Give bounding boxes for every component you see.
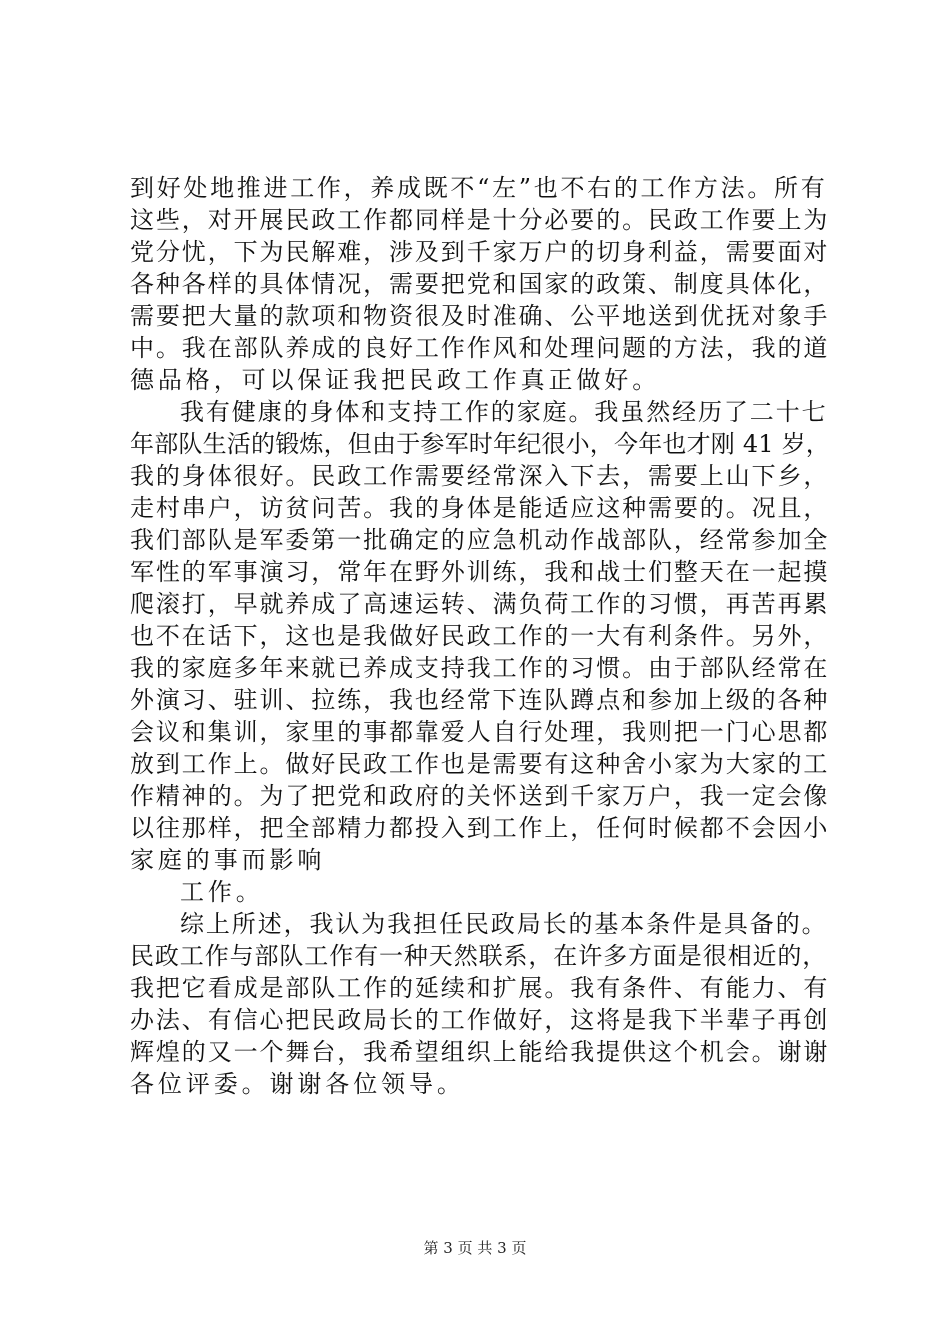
text-line: 以往那样，把全部精力都投入到工作上，任何时候都不会因小 [130,814,830,842]
body-text [130,172,830,1100]
text-line: 年部队生活的锻炼，但由于参军时年纪很小，今年也才刚 41 岁， [130,430,830,458]
text-line: 我把它看成是部队工作的延续和扩展。我有条件、有能力、有 [130,974,830,1002]
text-line: 我的身体很好。民政工作需要经常深入下去，需要上山下乡， [130,462,830,490]
paragraph-start-line: 我有健康的身体和支持工作的家庭。我虽然经历了二十七 [180,398,828,426]
text-line: 我的家庭多年来就已养成支持我工作的习惯。由于部队经常在 [130,654,830,682]
text-line: 爬滚打，早就养成了高速运转、满负荷工作的习惯，再苦再累 [130,590,830,618]
text-line: 民政工作与部队工作有一种天然联系，在许多方面是很相近的， [130,942,828,970]
paragraph-start-line: 综上所述，我认为我担任民政局长的基本条件是具备的。 [180,910,828,938]
paragraph-start-line: 工作。 [180,878,264,906]
text-line: 各位评委。谢谢各位领导。 [130,1070,465,1098]
text-line: 中。我在部队养成的良好工作作风和处理问题的方法，我的道 [130,334,830,362]
text-line: 这些，对开展民政工作都同样是十分必要的。民政工作要上为 [130,206,830,234]
text-line: 外演习、驻训、拉练，我也经常下连队蹲点和参加上级的各种 [130,686,830,714]
text-line: 到好处地推进工作，养成既不“左”也不右的工作方法。所有 [130,174,828,202]
text-line: 党分忧，下为民解难，涉及到千家万户的切身利益，需要面对 [130,238,830,266]
text-line: 放到工作上。做好民政工作也是需要有这种舍小家为大家的工 [130,750,830,778]
text-line: 各种各样的具体情况，需要把党和国家的政策、制度具体化， [130,270,830,298]
text-line: 也不在话下，这也是我做好民政工作的一大有利条件。另外， [130,622,830,650]
page-footer [0,1238,950,1258]
text-line: 办法、有信心把民政局长的工作做好，这将是我下半辈子再创 [130,1006,830,1034]
text-line: 作精神的。为了把党和政府的关怀送到千家万户，我一定会像 [130,782,830,810]
text-line: 辉煌的又一个舞台，我希望组织上能给我提供这个机会。谢谢 [130,1038,830,1066]
text-line: 家庭的事而影响 [130,846,326,874]
page-number-label: 第 3 页 共 3 页 [423,1239,527,1257]
text-line: 走村串户，访贫问苦。我的身体是能适应这种需要的。况且， [130,494,830,522]
text-line: 德品格，可以保证我把民政工作真正做好。 [130,366,661,394]
text-line: 需要把大量的款项和物资很及时准确、公平地送到优抚对象手 [130,302,830,330]
text-line: 我们部队是军委第一批确定的应急机动作战部队，经常参加全 [130,526,830,554]
text-line: 会议和集训，家里的事都靠爱人自行处理，我则把一门心思都 [130,718,830,746]
text-line: 军性的军事演习，常年在野外训练，我和战士们整天在一起摸 [130,558,830,586]
